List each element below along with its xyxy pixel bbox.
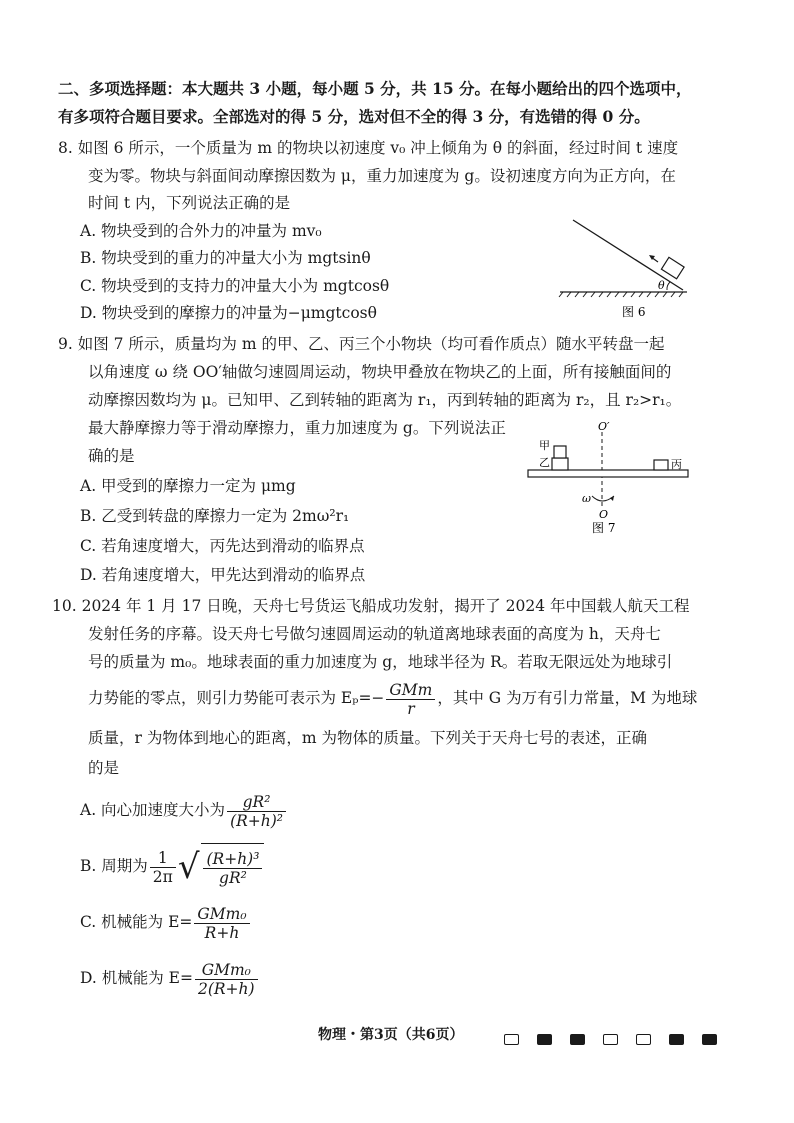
incline-slope: [573, 220, 683, 290]
q10-b-coef-numerator: 1: [150, 849, 176, 868]
section-heading-line2: 有多项符合题目要求。全部选对的得 5 分，选对但不全的得 3 分，有选错的得 0 分。: [58, 107, 650, 126]
q8-stem-line2: 变为零。物块与斜面间动摩擦因数为 μ，重力加速度为 g。设初速度方向为正方向，在: [88, 167, 676, 185]
q10-b-numerator: (R+h)³: [203, 850, 262, 869]
q8-option-a: A. 物块受到的合外力的冲量为 mv₀: [80, 222, 322, 240]
marker-block-4: [603, 1034, 618, 1045]
q9-stem-line3: 动摩擦因数均为 μ。已知甲、乙到转轴的距离为 r₁，丙到转轴的距离为 r₂，且 r₂>r₁。: [88, 391, 682, 409]
q9-option-a: A. 甲受到的摩擦力一定为 μmg: [80, 477, 296, 495]
q10-line4-suffix: ，其中 G 为万有引力常量，M 为地球: [437, 689, 698, 707]
label-bing: 丙: [671, 458, 682, 471]
q10-d-denominator: 2(R+h): [197, 979, 255, 998]
page-footer: 物理・第3页（共6页）: [318, 1027, 464, 1043]
q10-c-numerator: GMm₀: [194, 905, 249, 924]
q9-option-c: C. 若角速度增大，丙先达到滑动的临界点: [80, 537, 365, 555]
q10-option-d-fraction: [195, 961, 258, 998]
q9-option-d: D. 若角速度增大，甲先达到滑动的临界点: [80, 566, 366, 584]
figure-7-label: 图 7: [592, 521, 616, 535]
q10-option-c: [80, 902, 252, 942]
q10-option-a-text: A. 向心加速度大小为: [80, 801, 226, 819]
q9-stem-line5: 确的是: [88, 447, 135, 465]
angle-arc: [667, 282, 670, 290]
q9-option-b: B. 乙受到转盘的摩擦力一定为 2mω²r₁: [80, 507, 350, 525]
figure-7-turntable: [520, 418, 700, 536]
q10-d-numerator: GMm₀: [195, 961, 258, 980]
q10-b-denominator: gR²: [219, 869, 247, 887]
q10-stem-line1: 10. 2024 年 1 月 17 日晚，天舟七号货运飞船成功发射，揭开了 2024 年中国载人航天工程: [52, 597, 690, 615]
q10-option-b-radicand: [201, 843, 264, 892]
q9-stem-line1: 9. 如图 7 所示，质量均为 m 的甲、乙、丙三个小物块（均可看作质点）随水平转盘一起: [58, 335, 665, 353]
q8-option-c: C. 物块受到的支持力的冲量大小为 mgtcosθ: [80, 277, 390, 295]
axis-label-bottom: O: [599, 508, 609, 521]
figure-6-label: 图 6: [622, 305, 646, 319]
q10-option-c-text: C. 机械能为 E=: [80, 913, 193, 931]
q8-stem-line1: 8. 如图 6 所示，一个质量为 m 的物块以初速度 v₀ 冲上倾角为 θ 的斜面，经过时间 t 速度: [58, 139, 679, 157]
q10-stem-line2: 发射任务的序幕。设天舟七号做匀速圆周运动的轨道离地球表面的高度为 h，天舟七: [88, 625, 661, 643]
footer-marker-blocks: [504, 1028, 717, 1048]
turntable-disk: [528, 470, 688, 477]
q10-a-numerator: gR²: [227, 793, 286, 812]
q8-stem-line3: 时间 t 内，下列说法正确的是: [88, 194, 291, 212]
q10-c-denominator: R+h: [204, 923, 240, 942]
q10-option-b-coefficient: [150, 849, 176, 886]
q10-option-a-fraction: [227, 793, 286, 830]
q8-option-b: B. 物块受到的重力的冲量大小为 mgtsinθ: [80, 249, 371, 267]
block-bing: [654, 460, 668, 470]
marker-block-3: [570, 1034, 585, 1045]
q10-stem-line3: 号的质量为 m₀。地球表面的重力加速度为 g，地球半径为 R。若取无限远处为地球引: [88, 653, 673, 671]
q10-option-d: [80, 958, 260, 998]
q10-a-denominator: (R+h)²: [230, 811, 284, 830]
q10-option-d-text: D. 机械能为 E=: [80, 969, 193, 987]
potential-energy-fraction: [386, 681, 435, 718]
q10-option-b-text: B. 周期为: [80, 857, 148, 875]
q8-option-d: D. 物块受到的摩擦力的冲量为−μmgtcosθ: [80, 304, 377, 322]
q10-option-c-fraction: [194, 905, 249, 942]
block-on-incline: [661, 257, 684, 278]
block-jia: [554, 446, 566, 458]
block-yi: [552, 458, 568, 470]
q10-stem-line4: [88, 678, 697, 718]
pe-numerator: GMm: [386, 681, 435, 700]
rotation-arrowhead: [610, 496, 614, 501]
q10-option-a: [80, 790, 288, 830]
label-yi: 乙: [539, 456, 550, 469]
marker-block-1: [504, 1034, 519, 1045]
marker-block-2: [537, 1034, 552, 1045]
q9-stem-line4: 最大静摩擦力等于滑动摩擦力，重力加速度为 g。下列说法正: [88, 419, 506, 437]
q9-stem-line2: 以角速度 ω 绕 OO′轴做匀速圆周运动，物块甲叠放在物块乙的上面，所有接触面间的: [88, 363, 672, 381]
angle-theta-label: θ: [658, 279, 665, 292]
q10-b-coef-denominator: 2π: [152, 867, 173, 886]
q10-option-b-fraction: [203, 850, 262, 887]
sqrt-symbol: √: [177, 847, 200, 887]
section-heading-line1: 二、多项选择题：本大题共 3 小题，每小题 5 分，共 15 分。在每小题给出的四个选项中，: [58, 79, 692, 98]
marker-block-7: [702, 1034, 717, 1045]
q10-stem-line5: 质量，r 为物体到地心的距离，m 为物体的质量。下列关于天舟七号的表述，正确: [88, 729, 647, 747]
marker-block-5: [636, 1034, 651, 1045]
q10-line4-prefix: 力势能的零点，则引力势能可表示为 Eₚ=−: [88, 689, 385, 707]
ground-hatching: [559, 292, 683, 297]
omega-label: ω: [582, 492, 591, 505]
marker-block-6: [669, 1034, 684, 1045]
q10-option-b: [80, 842, 264, 892]
q10-stem-line6: 的是: [88, 759, 120, 777]
label-jia: 甲: [539, 439, 550, 452]
pe-denominator: r: [407, 699, 415, 718]
axis-label-top: O′: [598, 420, 610, 433]
figure-6-incline: [555, 212, 695, 324]
